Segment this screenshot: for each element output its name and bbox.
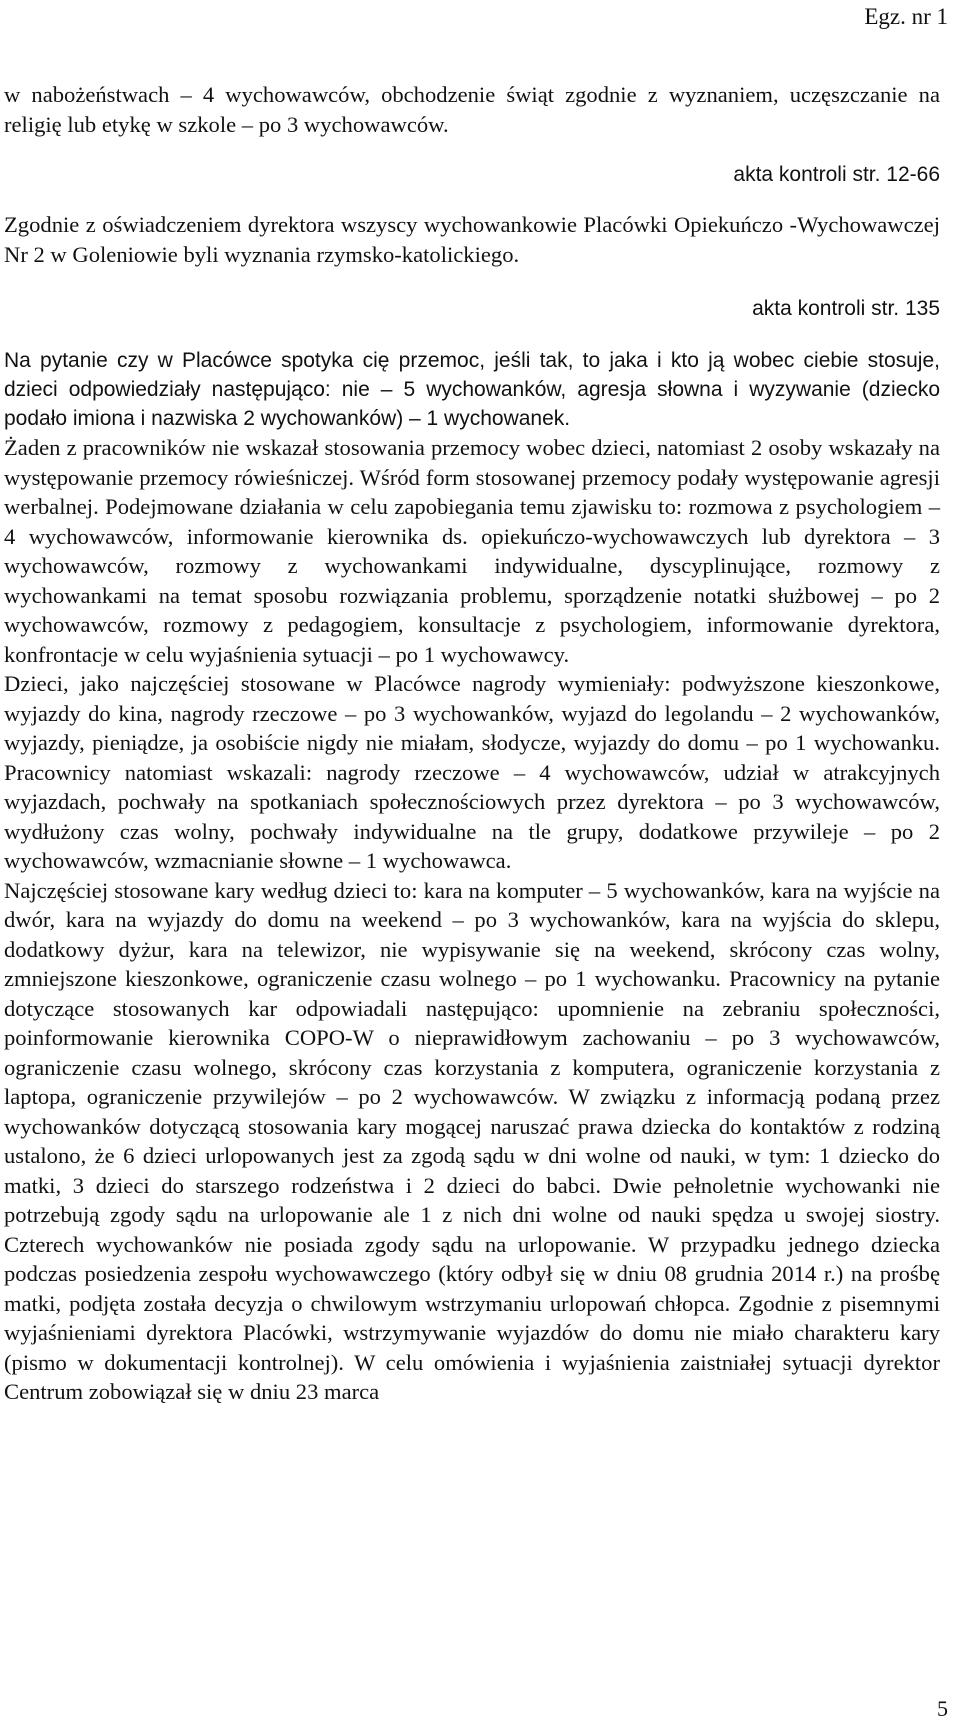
paragraph-religious-practice: w nabożeństwach – 4 wychowawców, obchodzenie świąt zgodnie z wyznaniem, uczęszczanie na religię lub etykę w szkole – po 3 wychowawców. bbox=[4, 82, 940, 137]
reference-note-1: akta kontroli str. 12-66 bbox=[733, 163, 940, 186]
paragraph-punishments: Najczęściej stosowane kary według dzieci to: kara na komputer – 5 wychowanków, kara na wyjście na dwór, kara na wyjazdy do domu na weekend – po 3 wychowanków, kara na wyjścia do sklepu, dodatkowy dyżur, kara na telewizor, nie wypisywanie się na weekend, skrócony czas wolny, zmniejszone kieszonkowe, ograniczenie czasu wolnego – po 1 wychowanku. Pracownicy na pytanie dotyczące stosowanych kar odpowiadali następująco: upomnienie na zebraniu społeczności, poinformowanie kierownika COPO-W o nieprawidłowym zachowaniu – po 3 wychowawców, ograniczenie czasu wolnego, skrócony czas korzystania z komputera, ograniczenie korzystania z laptopa, ograniczenie przywilejów – po 2 wychowawców. W związku z informacją podaną przez wychowanków dotyczącą stosowania kary mogącej naruszać prawa dziecka do kontaktów z rodziną ustalono, że 6 dzieci urlopowanych jest za zgodą sądu w dni wolne od nauki, w tym: 1 dziecko do matki, 3 dzieci do starszego rodzeństwa i 2 dzieci do babci. Dwie pełnoletnie wychowanki nie potrzebują zgody sądu na urlopowanie ale 1 z nich dni wolne od nauki spędza u swojej siostry. Czterech wychowanków nie posiada zgody sądu na urlopowanie. W przypadku jednego dziecka podczas posiedzenia zespołu wychowawczego (który odbył się w dniu 08 grudnia 2014 r.) na prośbę matki, podjęta została decyzja o chwilowym wstrzymaniu urlopowań chłopca. Zgodnie z pisemnymi wyjaśnieniami dyrektora Placówki, wstrzymywanie wyjazdów do domu nie miało charakteru kary (pismo w dokumentacji kontrolnej). W celu omówienia i wyjaśnienia zaistniałej sytuacji dyrektor Centrum zobowiązał się w dniu 23 marca bbox=[4, 877, 940, 1404]
paragraph-violence-staff: Żaden z pracowników nie wskazał stosowania przemocy wobec dzieci, natomiast 2 osoby wskazały na występowanie przemocy rówieśniczej. Wśród form stosowanej przemocy podały występowanie agresji werbalnej. Podejmowane działania w celu zapobiegania temu zjawisku to: rozmowa z psychologiem – 4 wychowawców, informowanie kierownika ds. opiekuńczo-wychowawczych lub dyrektora – 3 wychowawców, rozmowy z wychowankami indywidualne, dyscyplinujące, rozmowy z wychowankami na temat sposobu rozwiązania problemu, sporządzenie notatki służbowej – po 2 wychowawców, rozmowy z pedagogiem, konsultacje z psychologiem, informowanie dyrektora, konfrontacje w celu wyjaśnienia sytuacji – po 1 wychowawcy. bbox=[4, 435, 940, 667]
document-body bbox=[4, 80, 940, 1407]
paragraph-rewards: Dzieci, jako najczęściej stosowane w Placówce nagrody wymieniały: podwyższone kieszonkowe, wyjazdy do kina, nagrody rzeczowe – po 3 wychowanków, wyjazd do legolandu – 2 wychowanków, wyjazdy, pieniądze, ja osobiście nigdy nie miałam, słodycze, wyjazdy do domu – po 1 wychowanku. Pracownicy natomiast wskazali: nagrody rzeczowe – 4 wychowawców, udział w atrakcyjnych wyjazdach, pochwały na spotkaniach społecznościowych przez dyrektora – po 3 wychowawców, wydłużony czas wolny, pochwały indywidualne na tle grupy, dodatkowe przywileje – po 2 wychowawców, wzmacnianie słowne – 1 wychowawca. bbox=[4, 671, 940, 873]
reference-note-2: akta kontroli str. 135 bbox=[752, 297, 940, 320]
copy-number-label: Egz. nr 1 bbox=[864, 4, 948, 29]
paragraph-denomination: Zgodnie z oświadczeniem dyrektora wszyscy wychowankowie Placówki Opiekuńczo -Wychowawczej Nr 2 w Goleniowie byli wyznania rzymsko-katolickiego. bbox=[4, 212, 940, 267]
page-number: 5 bbox=[937, 1696, 948, 1721]
paragraph-violence-children: Na pytanie czy w Placówce spotyka cię przemoc, jeśli tak, to jaka i kto ją wobec ciebie stosuje, dzieci odpowiedziały następująco: nie – 5 wychowanków, agresja słowna i wyzywanie (dziecko podało imiona i nazwiska 2 wychowanków) – 1 wychowanek. bbox=[4, 349, 940, 430]
